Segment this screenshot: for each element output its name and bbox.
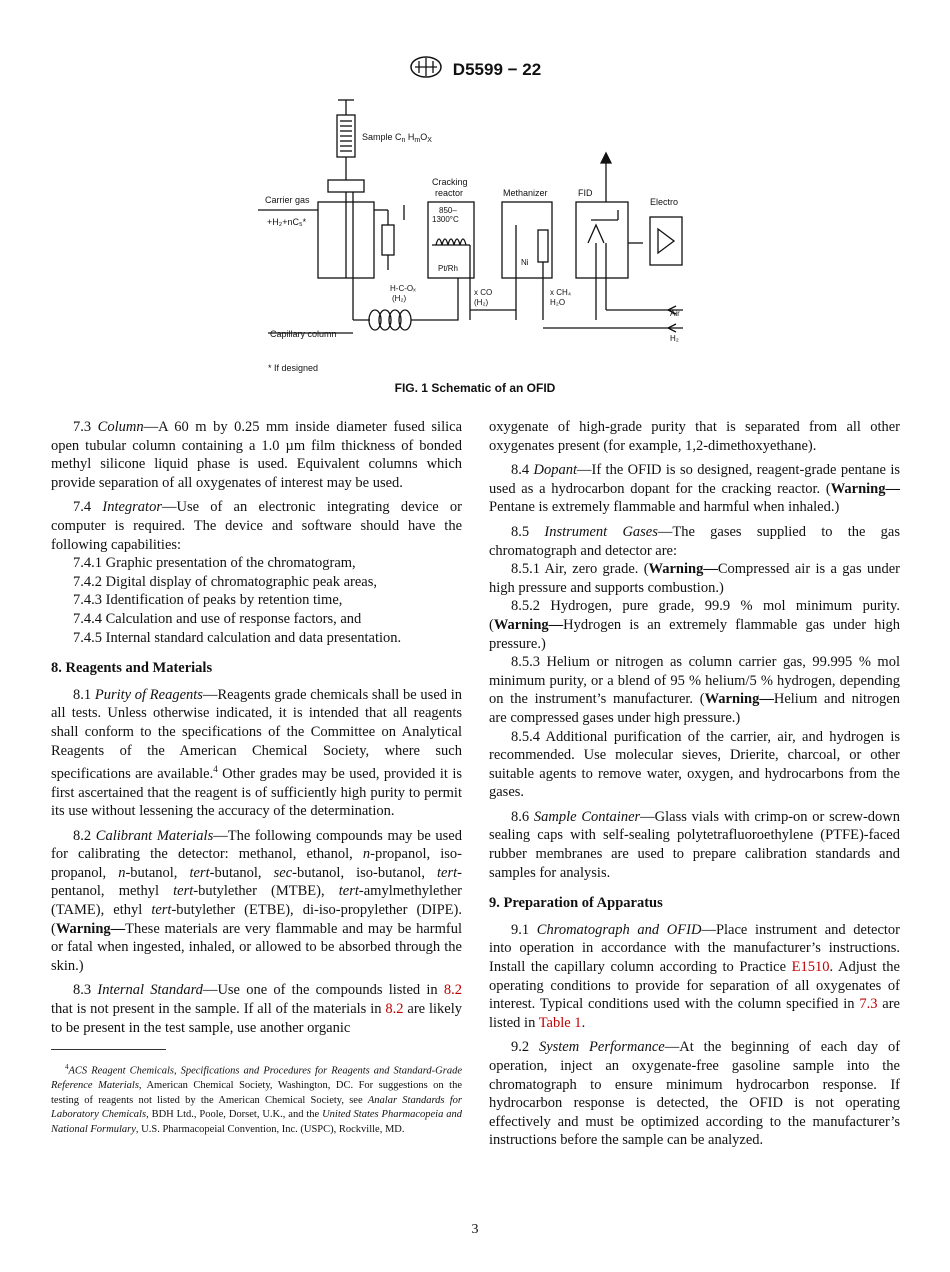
- para-9-2: 9.2 System Performance—At the beginning of each day of operation, inject an oxygenate-free gasoline sample into the chromatograph to ensure minimum hydrocarbon response. If hydrocarbon response is detected, the OFID is not operating effectively and must be optimized according to the manufacturer’s instructions before the sample can be analyzed.: [489, 1039, 901, 1149]
- label-carrier-gas: Carrier gas: [265, 195, 310, 205]
- label-h2b: (H₂): [474, 298, 489, 307]
- label-h2o: H₂O: [550, 298, 566, 307]
- para-8-5-4: 8.5.4 Additional purification of the carrier, air, and hydrogen is recommended. Use molecular sieves, Drierite, charcoal, or other suitable agents to remove water, oxygen, and hydrocarbons from the gases.: [489, 728, 900, 801]
- label-capillary: Capillary column: [270, 329, 337, 339]
- para-7-4: 7.4 Integrator—Use of an electronic integrating device or computer is required. The device and software should have the following capabilities:: [51, 499, 463, 553]
- page-header: [0, 55, 950, 84]
- section-heading-9: 9. Preparation of Apparatus: [489, 895, 663, 912]
- label-temp1: 850–: [439, 206, 457, 215]
- footnote-divider: [51, 1049, 166, 1050]
- para-9-1: 9.1 Chromatograph and OFID—Place instrument and detector into operation in accordance with the manufacturer’s instructions. Install the capillary column according to Practice E1510. Adjust the operating conditions to provide for separation of all oxygenates of interest. Typical conditions used with the column specified in 7.3 are listed in Table 1.: [489, 921, 900, 1031]
- para-8-3-continued: oxygenate of high-grade purity that is separated from all other oxygenates present (for example, 1,2-dimethoxyethane).: [489, 419, 900, 454]
- standard-designation: D5599 − 22: [452, 59, 542, 79]
- label-methanizer: Methanizer: [503, 188, 548, 198]
- para-8-1: 8.1 Purity of Reagents—Reagents grade chemicals shall be used in all tests. Unless otherwise indicated, it is intended that all reagents shall conform to the specifications of the Committee on Analytical Reagents of the American Chemical Society, where such specifications are available.$^4$ Other grades may be used, provided it is first ascertained that the reagent is of sufficiently high purity to permit its use without lessening the accuracy of the determination.: [51, 686, 462, 820]
- para-8-6: 8.6 Sample Container—Glass vials with crimp-on or screw-down sealing caps with self-sealing polytetrafluoroethylene (PTFE)-faced rubber membranes are used to prepare calibration standards and samples for analysis.: [489, 808, 901, 881]
- label-electro: Electro: [650, 197, 679, 207]
- page-number: 3: [471, 1222, 479, 1237]
- label-ptrh: Pt/Rh: [438, 264, 459, 273]
- section-heading-8: 8. Reagents and Materials: [51, 660, 213, 677]
- label-h2: H₂: [670, 334, 679, 343]
- list-item: 7.4.1 Graphic presentation of the chromatogram,: [73, 555, 356, 572]
- list-item: 7.4.5 Internal standard calculation and data presentation.: [73, 629, 402, 646]
- ref-link-table-1[interactable]: Table 1: [538, 1014, 582, 1031]
- label-if-designed: * If designed: [268, 363, 319, 373]
- astm-logo-icon: [409, 55, 443, 84]
- para-8-5-2: 8.5.2 Hydrogen, pure grade, 99.9 % mol minimum purity. (Warning—Hydrogen is an extremely flammable gas under high pressure.): [489, 598, 900, 652]
- para-8-5-1: 8.5.1 Air, zero grade. (Warning—Compressed air is a gas under high pressure and supports combustion.): [489, 561, 900, 596]
- footnote-4: $^4$ACS Reagent Chemicals, Specifications and Procedures for Reagents and Standard-Grade Reference Materials, American Chemical Society, Washington, DC. For suggestions on the testing of reagents not listed by the American Chemical Society, see Analar Standards for Laboratory Chemicals, BDH Ltd., Poole, Dorset, U.K., and the United States Pharmacopeia and National Formulary, U.S. Pharmacopeial Convention, Inc. (USPC), Rockville, MD.: [51, 1063, 462, 1135]
- list-item: 7.4.2 Digital display of chromatographic peak areas,: [73, 573, 377, 590]
- figure-caption: FIG. 1 Schematic of an OFID: [394, 381, 556, 395]
- list-item: 7.4.3 Identification of peaks by retention time,: [73, 592, 343, 609]
- ref-link-8-2[interactable]: 8.2: [443, 982, 462, 999]
- label-temp2: 1300°C: [432, 215, 459, 224]
- label-air: Air: [670, 309, 680, 318]
- label-cracking: Cracking: [432, 177, 468, 187]
- para-8-4: 8.4 Dopant—If the OFID is so designed, reagent-grade pentane is used as a hydrocarbon dopant for the cracking reactor. (Warning—Pentane is extremely flammable and harmful when inhaled.): [489, 462, 901, 516]
- ref-link-7-3[interactable]: 7.3: [859, 996, 878, 1013]
- para-8-2: 8.2 Calibrant Materials—The following compounds may be used for calibrating the detector: methanol, ethanol, n-propanol, iso-propanol, n-butanol, tert-butanol, sec-butanol, iso-butanol, tert-pentanol, methyl tert-butylether (MTBE), tert-amylmethylether (TAME), ethyl tert-butylether (ETBE), di-iso-propylether (DIPE). (Warning—These materials are very flammable and may be harmful or fatal when ingested, inhaled, or allowed to be absorbed through the skin.): [51, 827, 463, 974]
- ofid-schematic: [258, 95, 698, 380]
- label-h2a: (H₂): [392, 294, 407, 303]
- para-8-3: 8.3 Internal Standard—Use one of the compounds listed in 8.2 that is not present in the sample. If all of the materials in 8.2 are likely to be present in the test sample, use another organic: [51, 982, 462, 1036]
- list-item: 7.4.4 Calculation and use of response factors, and: [73, 610, 362, 627]
- label-fid: FID: [578, 188, 593, 198]
- label-sample: Sample $C_n$ $H_mO_X$: [362, 132, 432, 144]
- label-carrier-formula: +H₂+nC₅*: [267, 217, 307, 227]
- ref-link-e1510[interactable]: E1510: [791, 959, 830, 976]
- label-ni: Ni: [521, 258, 529, 267]
- label-xch4: x CH₄: [550, 288, 572, 297]
- para-7-3: 7.3 Column—A 60 m by 0.25 mm inside diameter fused silica open tubular column containing a 1.0 µm film thickness of bonded methyl silicone liquid phase is used. Equivalent columns which provide separation of all oxygenates of interest may be used.: [51, 419, 463, 491]
- label-hcox: H-C-Oₓ: [390, 284, 416, 293]
- ref-link-8-2[interactable]: 8.2: [385, 1001, 404, 1018]
- label-xco: x CO: [474, 288, 493, 297]
- right-column: [489, 418, 900, 1156]
- para-8-5-3: 8.5.3 Helium or nitrogen as column carrier gas, 99.995 % mol minimum purity, or a blend of 95 % helium/5 % hydrogen, depending on the instrument’s manufacturer. (Warning—Helium and nitrogen are compressed gases under high pressure.): [489, 654, 900, 726]
- left-column: [51, 418, 462, 1137]
- para-8-5: 8.5 Instrument Gases—The gases supplied to the gas chromatograph and detector are:: [489, 523, 900, 559]
- label-reactor: reactor: [435, 188, 464, 198]
